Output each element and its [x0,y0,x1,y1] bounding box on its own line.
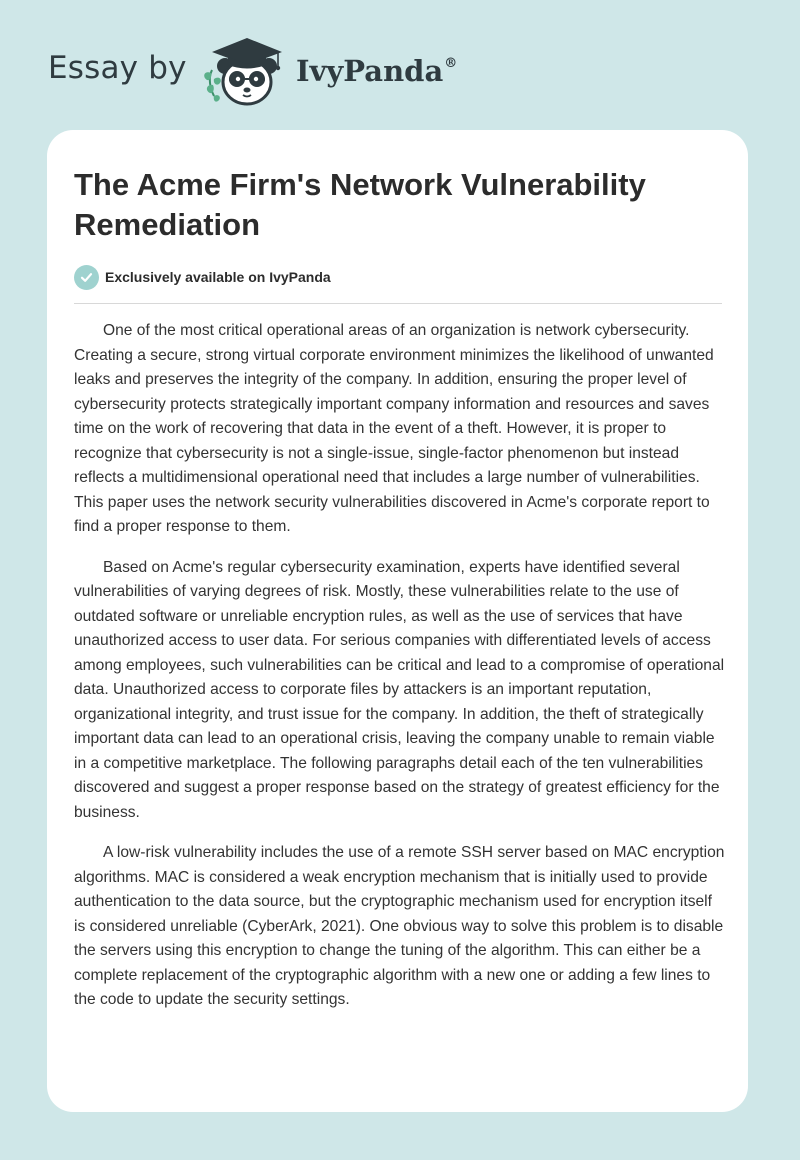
essay-by-label: Essay by [48,50,187,86]
site-header [0,0,800,130]
panda-logo-icon[interactable] [198,32,292,110]
paragraph: A low-risk vulnerability includes the use of a remote SSH server based on MAC encryption algorithms. MAC is considered a weak encryption mechanism that is initially used to provide authentication to the data source, but the cryptographic mechanism used for encryption itself is considered unreliable (CyberArk, 2021). One obvious way to solve this problem is to disable the servers using this encryption to change the tuning of the algorithm. This can either be a complete replacement of the cryptographic algorithm with a new one or adding a few lines to the code to update the security settings. [74,844,725,1008]
paragraph: One of the most critical operational areas of an organization is network cybersecurity. Creating a secure, strong virtual corporate environment minimizes the likelihood of unwanted leaks and preserves the integrity of the company. In addition, ensuring the proper level of cybersecurity protects strategically important company information and resources and saves time on the work of recovering that data in the event of a theft. However, it is proper to recognize that cybersecurity is not a single-issue, single-factor phenomenon but instead reflects a multidimensional operational need that includes a large number of vulnerabilities. This paper uses the network security vulnerabilities discovered in Acme's corporate report to find a proper response to them. [74,322,714,535]
article-body [74,319,726,1029]
article-title: The Acme Firm's Network Vulnerability Remediation [74,167,646,242]
paragraph: Based on Acme's regular cybersecurity examination, experts have identified several vulnerabilities of varying degrees of risk. Mostly, these vulnerabilities relate to the use of outdated software or unreliable encryption rules, as well as the use of services that have unauthorized access to user data. For serious companies with differentiated levels of access among employees, such vulnerabilities can be critical and lead to a compromise of operational data. Unauthorized access to corporate files by attackers is an important reputation, organizational integrity, and trust issue for the company. In addition, the theft of strategically important data can lead to an operational crisis, leaving the company unable to remain viable in a competitive marketplace. The following paragraphs detail each of the ten vulnerabilities discovered and suggest a proper response based on the strategy of greatest efficiency for the business. [74,558,725,821]
brand-name-text: IvyPanda [296,54,444,88]
brand-name[interactable] [296,54,457,88]
badge-text: Exclusively available on IvyPanda [105,269,331,285]
exclusive-badge [74,264,331,290]
registered-mark: ® [444,56,458,71]
article-card [47,130,748,1112]
check-circle-icon [74,265,99,290]
title-divider [74,303,722,304]
